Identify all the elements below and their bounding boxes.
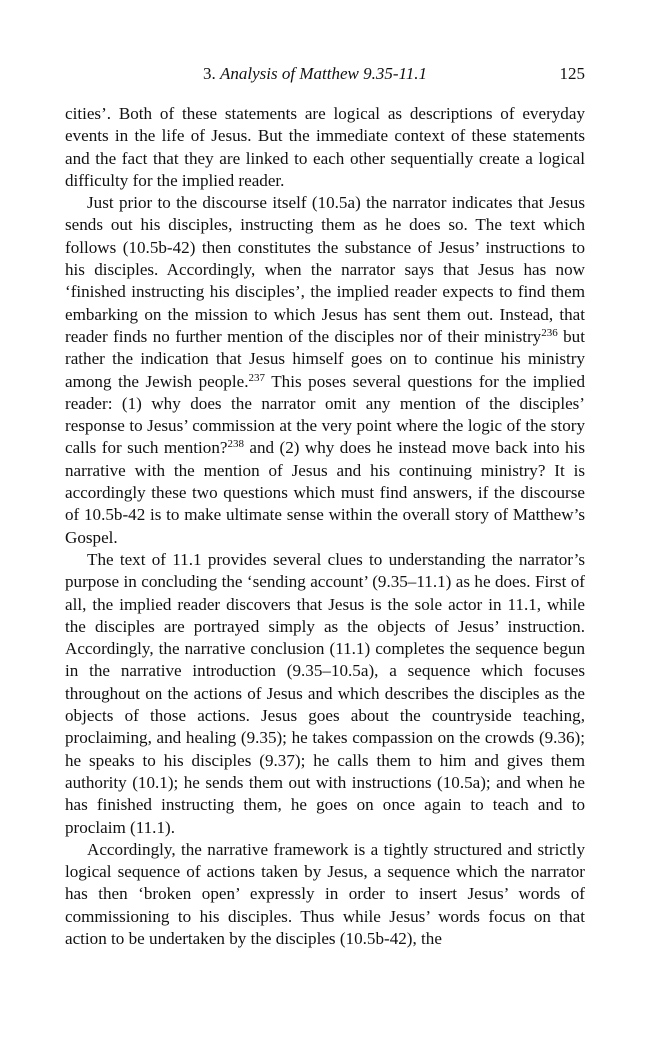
running-title [203, 62, 427, 86]
book-page [65, 62, 585, 950]
chapter-title: Analysis of Matthew 9.35-11.1 [220, 64, 427, 83]
paragraph [65, 103, 585, 192]
text-segment: cities’. Both of these statements are logical as descriptions of everyday events in the life of Jesus. But the immediate context of these statements and the fact that they are linked to each other sequentially create a logical difficulty for the implied reader. [65, 104, 585, 190]
text-segment: The text of 11.1 provides several clues to understanding the narrator’s purpose in concluding the ‘sending account’ (9.35–11.1) as he does. First of all, the implied reader discovers that Jesus is the sole actor in 11.1, while the disciples are portrayed simply as the objects of Jesus’ instruction. Accordingly, the narrative conclusion (11.1) completes the sequence begun in the narrative introduction (9.35–10.5a), a sequence which focuses throughout on the actions of Jesus and which describes the disciples as the objects of those actions. Jesus goes about the countryside teaching, proclaiming, and healing (9.35); he takes compassion on the crowds (9.36); he speaks to his disciples (9.37); he calls them to him and gives them authority (10.1); he sends them out with instructions (10.5a); and when he has finished instructing them, he goes on once again to teach and to proclaim (11.1). [65, 549, 585, 837]
text-segment: but rather the indication that Jesus himself goes on to continue his ministry among the Jewish people. [65, 326, 585, 391]
text-segment: This poses several questions for the implied reader: (1) why does the narrator omit any mention of the disciples’ response to Jesus’ commission at the very point where the logic of the story calls for such mention? [65, 371, 585, 458]
footnote-marker: 236 [541, 326, 558, 339]
page-number: 125 [559, 64, 585, 83]
footnote-marker: 238 [227, 438, 244, 451]
body-text [65, 103, 585, 950]
paragraph [65, 192, 585, 549]
running-head [65, 62, 585, 86]
text-segment: Just prior to the discourse itself (10.5a) the narrator indicates that Jesus sends out his disciples, instructing them as he does so. The text which follows (10.5b-42) then constitutes the substance of Jesus’ instructions to his disciples. Accordingly, when the narrator says that Jesus has now ‘finished instructing his disciples’, the implied reader expects to find them embarking on the mission to which Jesus has sent them out. Instead, that reader finds no further mention of the disciples nor of their ministry [65, 193, 585, 346]
text-segment: and (2) why does he instead move back into his narrative with the mention of Jesus and his continuing ministry? It is accordingly these two questions which must find answers, if the discourse of 10.5b-42 is to make ultimate sense within the overall story of Matthew’s Gospel. [65, 438, 585, 547]
text-segment: Accordingly, the narrative framework is a tightly structured and strictly logical sequence of actions taken by Jesus, a sequence which the narrator has then ‘broken open’ expressly in order to insert Jesus’ words of commissioning to his disciples. Thus while Jesus’ words focus on that action to be undertaken by the disciples (10.5b-42), the [65, 839, 585, 948]
paragraph [65, 549, 585, 839]
footnote-marker: 237 [248, 371, 265, 384]
chapter-number: 3. [203, 64, 216, 83]
paragraph [65, 839, 585, 950]
